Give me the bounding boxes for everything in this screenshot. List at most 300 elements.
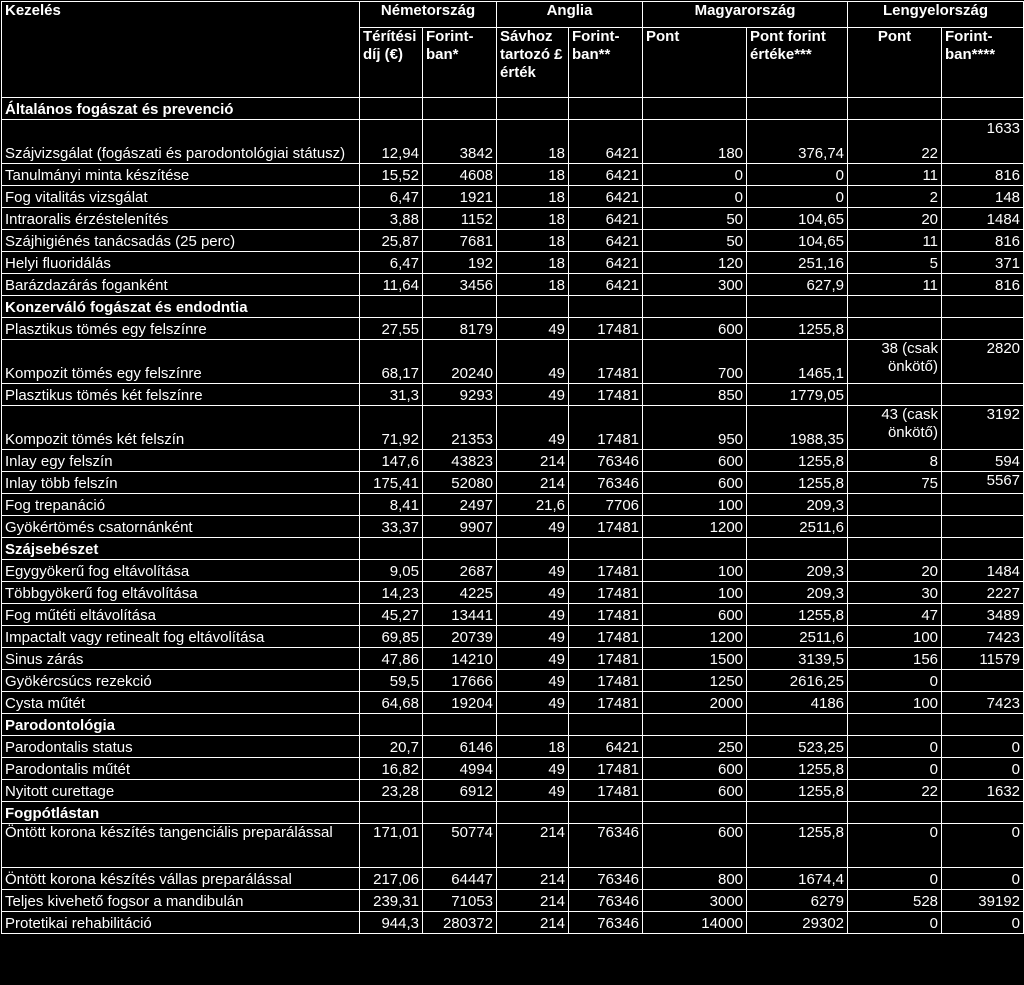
- cell-fee-eur: 6,47: [360, 186, 423, 208]
- cell-band-gbp: 214: [497, 824, 569, 868]
- treatment-name: Gyökértömés csatornánként: [2, 516, 360, 538]
- treatment-name: Öntött korona készítés vállas preparálással: [2, 868, 360, 890]
- cell-band-gbp: 49: [497, 780, 569, 802]
- cell-point-value-huf: 1674,4: [747, 868, 848, 890]
- cell-huf-england: 6421: [569, 230, 643, 252]
- cell-point-value-huf: 376,74: [747, 120, 848, 164]
- treatment-name: Egygyökerű fog eltávolítása: [2, 560, 360, 582]
- cell-huf-germany: 20739: [423, 626, 497, 648]
- cell-points-hungary: 100: [643, 560, 747, 582]
- cell-huf-germany: 64447: [423, 868, 497, 890]
- cell-huf-england: 76346: [569, 912, 643, 934]
- cell-points-hungary: 950: [643, 406, 747, 450]
- empty-cell: [848, 714, 942, 736]
- country-header-hungary: Magyarország: [643, 2, 848, 28]
- cell-huf-england: 17481: [569, 604, 643, 626]
- cell-huf-poland: 0: [942, 736, 1024, 758]
- cell-huf-england: 17481: [569, 670, 643, 692]
- cell-points-hungary: 3000: [643, 890, 747, 912]
- cell-fee-eur: 3,88: [360, 208, 423, 230]
- empty-cell: [423, 538, 497, 560]
- cell-huf-poland: 1632: [942, 780, 1024, 802]
- cell-huf-germany: 4608: [423, 164, 497, 186]
- cell-fee-eur: 47,86: [360, 648, 423, 670]
- cell-points-poland: 100: [848, 692, 942, 714]
- cell-point-value-huf: 209,3: [747, 494, 848, 516]
- table-row: [2, 868, 1024, 890]
- cell-points-poland: [848, 384, 942, 406]
- table-row: [2, 450, 1024, 472]
- cell-fee-eur: 33,37: [360, 516, 423, 538]
- cell-points-hungary: 600: [643, 604, 747, 626]
- empty-cell: [942, 98, 1024, 120]
- cell-points-hungary: 100: [643, 582, 747, 604]
- cell-huf-england: 6421: [569, 252, 643, 274]
- table-row: [2, 494, 1024, 516]
- cell-huf-poland: 0: [942, 912, 1024, 934]
- empty-cell: [497, 296, 569, 318]
- cell-fee-eur: 20,7: [360, 736, 423, 758]
- cell-points-hungary: 100: [643, 494, 747, 516]
- cell-point-value-huf: 2616,25: [747, 670, 848, 692]
- treatment-column-header: Kezelés: [2, 2, 360, 98]
- cell-points-poland: 0: [848, 912, 942, 934]
- empty-cell: [360, 802, 423, 824]
- treatment-name: Cysta műtét: [2, 692, 360, 714]
- treatment-name: Teljes kivehető fogsor a mandibulán: [2, 890, 360, 912]
- section-title: Általános fogászat és prevenció: [2, 98, 360, 120]
- subheader-fee-eur: Térítési díj (€): [360, 28, 423, 98]
- cell-huf-poland: 816: [942, 274, 1024, 296]
- cell-fee-eur: 69,85: [360, 626, 423, 648]
- treatment-name: Öntött korona készítés tangenciális preparálással: [2, 824, 360, 868]
- cell-fee-eur: 45,27: [360, 604, 423, 626]
- cell-points-hungary: 1200: [643, 626, 747, 648]
- cell-band-gbp: 18: [497, 274, 569, 296]
- cell-huf-poland: 816: [942, 164, 1024, 186]
- cell-huf-germany: 1921: [423, 186, 497, 208]
- cell-point-value-huf: 29302: [747, 912, 848, 934]
- subheader-points-hungary: Pont: [643, 28, 747, 98]
- cell-band-gbp: 49: [497, 406, 569, 450]
- cell-huf-germany: 8179: [423, 318, 497, 340]
- cell-points-poland: 528: [848, 890, 942, 912]
- treatment-name: Parodontalis műtét: [2, 758, 360, 780]
- cell-point-value-huf: 251,16: [747, 252, 848, 274]
- cell-huf-england: 17481: [569, 384, 643, 406]
- empty-cell: [569, 538, 643, 560]
- cell-band-gbp: 18: [497, 230, 569, 252]
- empty-cell: [942, 296, 1024, 318]
- cell-point-value-huf: 4186: [747, 692, 848, 714]
- cell-band-gbp: 18: [497, 208, 569, 230]
- table-row: [2, 340, 1024, 384]
- cell-fee-eur: 147,6: [360, 450, 423, 472]
- cell-huf-germany: 9907: [423, 516, 497, 538]
- cell-huf-poland: 1633: [942, 120, 1024, 164]
- cell-points-hungary: 1250: [643, 670, 747, 692]
- cell-point-value-huf: 2511,6: [747, 516, 848, 538]
- cell-fee-eur: 16,82: [360, 758, 423, 780]
- cell-points-hungary: 600: [643, 318, 747, 340]
- cell-band-gbp: 214: [497, 450, 569, 472]
- cell-points-hungary: 2000: [643, 692, 747, 714]
- cell-points-poland: 75: [848, 472, 942, 494]
- cell-points-poland: 8: [848, 450, 942, 472]
- treatment-name: Szájhigiénés tanácsadás (25 perc): [2, 230, 360, 252]
- cell-points-hungary: 50: [643, 208, 747, 230]
- treatment-name: Plasztikus tömés két felszínre: [2, 384, 360, 406]
- section-header-row: [2, 296, 1024, 318]
- treatment-name: Helyi fluoridálás: [2, 252, 360, 274]
- treatment-name: Impactalt vagy retinealt fog eltávolítása: [2, 626, 360, 648]
- cell-huf-poland: 2820: [942, 340, 1024, 384]
- cell-huf-poland: 7423: [942, 692, 1024, 714]
- subheader-points-poland: Pont: [848, 28, 942, 98]
- section-header-row: [2, 714, 1024, 736]
- cell-fee-eur: 175,41: [360, 472, 423, 494]
- treatment-name: Többgyökerű fog eltávolítása: [2, 582, 360, 604]
- table-row: [2, 582, 1024, 604]
- cell-huf-poland: 816: [942, 230, 1024, 252]
- cell-fee-eur: 71,92: [360, 406, 423, 450]
- cell-point-value-huf: 1255,8: [747, 780, 848, 802]
- cell-band-gbp: 49: [497, 648, 569, 670]
- cell-huf-poland: 5567: [942, 472, 1024, 494]
- cell-points-poland: 156: [848, 648, 942, 670]
- cell-fee-eur: 171,01: [360, 824, 423, 868]
- table-row: [2, 318, 1024, 340]
- cell-huf-england: 17481: [569, 780, 643, 802]
- treatment-name: Fog műtéti eltávolítása: [2, 604, 360, 626]
- cell-huf-england: 6421: [569, 164, 643, 186]
- cell-huf-germany: 2497: [423, 494, 497, 516]
- cell-huf-england: 7706: [569, 494, 643, 516]
- cell-fee-eur: 239,31: [360, 890, 423, 912]
- cell-point-value-huf: 1255,8: [747, 824, 848, 868]
- cell-huf-germany: 3842: [423, 120, 497, 164]
- cell-huf-england: 17481: [569, 318, 643, 340]
- cell-band-gbp: 18: [497, 164, 569, 186]
- cell-fee-eur: 9,05: [360, 560, 423, 582]
- empty-cell: [942, 802, 1024, 824]
- empty-cell: [643, 296, 747, 318]
- table-row: [2, 758, 1024, 780]
- table-row: [2, 648, 1024, 670]
- cell-points-poland: 0: [848, 670, 942, 692]
- cell-points-hungary: 600: [643, 758, 747, 780]
- cell-points-hungary: 600: [643, 450, 747, 472]
- cell-points-poland: 11: [848, 274, 942, 296]
- cell-points-hungary: 600: [643, 780, 747, 802]
- subheader-band-gbp: Sávhoz tartozó £ érték: [497, 28, 569, 98]
- cell-huf-england: 76346: [569, 868, 643, 890]
- cell-fee-eur: 23,28: [360, 780, 423, 802]
- section-title: Konzerváló fogászat és endodntia: [2, 296, 360, 318]
- empty-cell: [569, 98, 643, 120]
- cell-huf-germany: 14210: [423, 648, 497, 670]
- cell-huf-poland: 0: [942, 868, 1024, 890]
- cell-points-hungary: 1500: [643, 648, 747, 670]
- cell-huf-germany: 43823: [423, 450, 497, 472]
- cell-points-hungary: 700: [643, 340, 747, 384]
- table-row: [2, 384, 1024, 406]
- cell-fee-eur: 8,41: [360, 494, 423, 516]
- cell-band-gbp: 18: [497, 120, 569, 164]
- section-header-row: [2, 538, 1024, 560]
- cell-band-gbp: 49: [497, 626, 569, 648]
- table-row: [2, 274, 1024, 296]
- cell-points-poland: 38 (csak önkötő): [848, 340, 942, 384]
- cell-points-poland: 20: [848, 560, 942, 582]
- cell-band-gbp: 214: [497, 890, 569, 912]
- treatment-name: Barázdazárás foganként: [2, 274, 360, 296]
- cell-huf-germany: 280372: [423, 912, 497, 934]
- cell-huf-england: 6421: [569, 186, 643, 208]
- cell-huf-germany: 2687: [423, 560, 497, 582]
- cell-band-gbp: 49: [497, 758, 569, 780]
- cell-huf-england: 17481: [569, 560, 643, 582]
- cell-point-value-huf: 1779,05: [747, 384, 848, 406]
- cell-huf-poland: 39192: [942, 890, 1024, 912]
- treatment-name: Parodontalis status: [2, 736, 360, 758]
- treatment-name: Fog trepanáció: [2, 494, 360, 516]
- cell-huf-poland: [942, 494, 1024, 516]
- cell-point-value-huf: 1465,1: [747, 340, 848, 384]
- table-header: [2, 2, 1024, 98]
- empty-cell: [497, 98, 569, 120]
- cell-points-poland: 11: [848, 230, 942, 252]
- cell-points-poland: 43 (cask önkötő): [848, 406, 942, 450]
- empty-cell: [643, 802, 747, 824]
- cell-huf-germany: 20240: [423, 340, 497, 384]
- cell-fee-eur: 12,94: [360, 120, 423, 164]
- subheader-point-value-huf: Pont forint értéke***: [747, 28, 848, 98]
- cell-fee-eur: 27,55: [360, 318, 423, 340]
- cell-fee-eur: 14,23: [360, 582, 423, 604]
- cell-points-hungary: 120: [643, 252, 747, 274]
- cell-points-hungary: 850: [643, 384, 747, 406]
- cell-point-value-huf: 209,3: [747, 582, 848, 604]
- empty-cell: [497, 714, 569, 736]
- empty-cell: [569, 714, 643, 736]
- cell-huf-england: 6421: [569, 208, 643, 230]
- cell-huf-germany: 1152: [423, 208, 497, 230]
- empty-cell: [747, 538, 848, 560]
- cell-huf-poland: 2227: [942, 582, 1024, 604]
- cell-fee-eur: 217,06: [360, 868, 423, 890]
- cell-points-hungary: 600: [643, 472, 747, 494]
- cell-huf-poland: 594: [942, 450, 1024, 472]
- cell-huf-germany: 6146: [423, 736, 497, 758]
- table-row: [2, 604, 1024, 626]
- table-row: [2, 406, 1024, 450]
- treatment-name: Szájvizsgálat (fogászati és parodontológiai státusz): [2, 120, 360, 164]
- table-row: [2, 670, 1024, 692]
- cell-huf-poland: [942, 516, 1024, 538]
- empty-cell: [569, 296, 643, 318]
- cell-band-gbp: 49: [497, 692, 569, 714]
- empty-cell: [360, 714, 423, 736]
- table-body: [2, 98, 1024, 934]
- cell-huf-england: 17481: [569, 758, 643, 780]
- section-header-row: [2, 98, 1024, 120]
- treatment-name: Nyitott curettage: [2, 780, 360, 802]
- cell-huf-germany: 13441: [423, 604, 497, 626]
- cell-huf-england: 17481: [569, 340, 643, 384]
- cell-huf-england: 17481: [569, 626, 643, 648]
- cell-points-hungary: 0: [643, 164, 747, 186]
- cell-band-gbp: 214: [497, 912, 569, 934]
- table-row: [2, 780, 1024, 802]
- empty-cell: [747, 296, 848, 318]
- cell-fee-eur: 59,5: [360, 670, 423, 692]
- table-row: [2, 736, 1024, 758]
- treatment-name: Protetikai rehabilitáció: [2, 912, 360, 934]
- cell-huf-england: 76346: [569, 450, 643, 472]
- treatment-name: Kompozit tömés két felszín: [2, 406, 360, 450]
- cell-huf-germany: 52080: [423, 472, 497, 494]
- cell-band-gbp: 214: [497, 472, 569, 494]
- empty-cell: [360, 538, 423, 560]
- cell-huf-germany: 192: [423, 252, 497, 274]
- table-row: [2, 252, 1024, 274]
- cell-point-value-huf: 209,3: [747, 560, 848, 582]
- cell-huf-germany: 17666: [423, 670, 497, 692]
- cell-band-gbp: 49: [497, 516, 569, 538]
- cell-band-gbp: 18: [497, 252, 569, 274]
- cell-point-value-huf: 523,25: [747, 736, 848, 758]
- table-row: [2, 912, 1024, 934]
- empty-cell: [360, 296, 423, 318]
- cell-band-gbp: 214: [497, 868, 569, 890]
- empty-cell: [497, 538, 569, 560]
- empty-cell: [848, 802, 942, 824]
- table-row: [2, 186, 1024, 208]
- cell-fee-eur: 6,47: [360, 252, 423, 274]
- cell-huf-poland: [942, 670, 1024, 692]
- cell-huf-england: 17481: [569, 406, 643, 450]
- cell-points-hungary: 14000: [643, 912, 747, 934]
- cell-band-gbp: 49: [497, 318, 569, 340]
- table-row: [2, 626, 1024, 648]
- empty-cell: [360, 98, 423, 120]
- cell-band-gbp: 49: [497, 560, 569, 582]
- cell-points-poland: 0: [848, 736, 942, 758]
- cell-points-poland: 47: [848, 604, 942, 626]
- table-row: [2, 516, 1024, 538]
- cell-huf-poland: 7423: [942, 626, 1024, 648]
- empty-cell: [848, 538, 942, 560]
- cell-points-poland: 0: [848, 758, 942, 780]
- country-header-poland: Lengyelország: [848, 2, 1024, 28]
- cell-huf-poland: 3489: [942, 604, 1024, 626]
- cell-points-poland: 22: [848, 120, 942, 164]
- cell-huf-poland: 371: [942, 252, 1024, 274]
- cell-points-poland: 2: [848, 186, 942, 208]
- cell-huf-poland: 1484: [942, 208, 1024, 230]
- cell-points-hungary: 300: [643, 274, 747, 296]
- cell-huf-poland: 148: [942, 186, 1024, 208]
- country-header-row: [2, 2, 1024, 28]
- cell-point-value-huf: 0: [747, 164, 848, 186]
- cell-huf-england: 17481: [569, 582, 643, 604]
- cell-point-value-huf: 6279: [747, 890, 848, 912]
- empty-cell: [942, 714, 1024, 736]
- cell-huf-germany: 4225: [423, 582, 497, 604]
- table-row: [2, 472, 1024, 494]
- cell-huf-england: 17481: [569, 648, 643, 670]
- cell-points-poland: 5: [848, 252, 942, 274]
- cell-points-hungary: 1200: [643, 516, 747, 538]
- cell-point-value-huf: 1255,8: [747, 450, 848, 472]
- cell-band-gbp: 21,6: [497, 494, 569, 516]
- cell-point-value-huf: 3139,5: [747, 648, 848, 670]
- cell-huf-poland: 3192: [942, 406, 1024, 450]
- cell-points-hungary: 0: [643, 186, 747, 208]
- cell-points-poland: 0: [848, 824, 942, 868]
- empty-cell: [747, 98, 848, 120]
- empty-cell: [747, 802, 848, 824]
- cell-huf-england: 17481: [569, 692, 643, 714]
- subheader-huf-poland: Forint-ban****: [942, 28, 1024, 98]
- empty-cell: [569, 802, 643, 824]
- treatment-name: Plasztikus tömés egy felszínre: [2, 318, 360, 340]
- treatment-name: Inlay több felszín: [2, 472, 360, 494]
- table-row: [2, 120, 1024, 164]
- cell-point-value-huf: 104,65: [747, 208, 848, 230]
- empty-cell: [423, 802, 497, 824]
- cell-point-value-huf: 104,65: [747, 230, 848, 252]
- cell-huf-england: 6421: [569, 736, 643, 758]
- cell-huf-germany: 6912: [423, 780, 497, 802]
- cell-huf-england: 76346: [569, 472, 643, 494]
- cell-points-hungary: 180: [643, 120, 747, 164]
- cell-point-value-huf: 1255,8: [747, 472, 848, 494]
- cell-points-poland: [848, 318, 942, 340]
- cell-point-value-huf: 1988,35: [747, 406, 848, 450]
- cell-huf-germany: 50774: [423, 824, 497, 868]
- treatment-name: Gyökércsúcs rezekció: [2, 670, 360, 692]
- cell-huf-germany: 71053: [423, 890, 497, 912]
- cell-points-poland: 30: [848, 582, 942, 604]
- cell-points-hungary: 250: [643, 736, 747, 758]
- cell-fee-eur: 31,3: [360, 384, 423, 406]
- table-row: [2, 560, 1024, 582]
- cell-huf-england: 6421: [569, 120, 643, 164]
- cell-points-hungary: 50: [643, 230, 747, 252]
- cell-fee-eur: 64,68: [360, 692, 423, 714]
- empty-cell: [643, 98, 747, 120]
- cell-points-poland: 0: [848, 868, 942, 890]
- section-title: Parodontológia: [2, 714, 360, 736]
- cell-huf-germany: 9293: [423, 384, 497, 406]
- section-title: Fogpótlástan: [2, 802, 360, 824]
- empty-cell: [423, 296, 497, 318]
- treatment-name: Intraoralis érzéstelenítés: [2, 208, 360, 230]
- section-header-row: [2, 802, 1024, 824]
- treatment-name: Tanulmányi minta készítése: [2, 164, 360, 186]
- cell-huf-poland: [942, 318, 1024, 340]
- cell-huf-poland: 0: [942, 758, 1024, 780]
- cell-fee-eur: 944,3: [360, 912, 423, 934]
- cell-points-hungary: 600: [643, 824, 747, 868]
- table-row: [2, 890, 1024, 912]
- cell-band-gbp: 49: [497, 340, 569, 384]
- cell-points-poland: [848, 516, 942, 538]
- country-header-germany: Németország: [360, 2, 497, 28]
- country-header-england: Anglia: [497, 2, 643, 28]
